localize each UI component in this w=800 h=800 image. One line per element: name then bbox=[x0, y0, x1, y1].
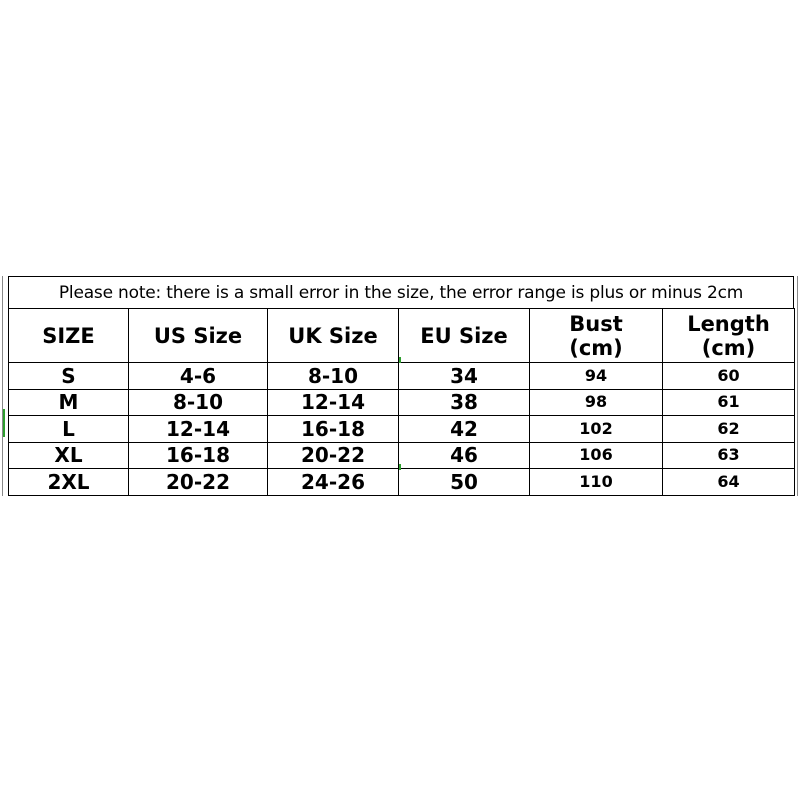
cell-us: 8-10 bbox=[129, 389, 268, 416]
cell-size: M bbox=[9, 389, 129, 416]
cell-uk: 16-18 bbox=[268, 416, 399, 443]
cell-uk: 8-10 bbox=[268, 363, 399, 390]
cell-uk: 20-22 bbox=[268, 442, 399, 469]
cell-length: 61 bbox=[663, 389, 795, 416]
cell-uk: 24-26 bbox=[268, 469, 399, 496]
cell-length: 62 bbox=[663, 416, 795, 443]
cell-selection-mark bbox=[3, 409, 5, 437]
cell-size: 2XL bbox=[9, 469, 129, 496]
header-eu-size: EU Size bbox=[399, 309, 530, 363]
cell-eu: 46 bbox=[399, 442, 530, 469]
cell-length: 64 bbox=[663, 469, 795, 496]
left-sheet-edge bbox=[2, 276, 3, 496]
cell-bust: 110 bbox=[530, 469, 663, 496]
error-note: Please note: there is a small error in the size, the error range is plus or minus 2cm bbox=[8, 276, 794, 308]
table-row bbox=[9, 469, 795, 496]
cell-length: 60 bbox=[663, 363, 795, 390]
header-length-unit: (cm) bbox=[701, 335, 756, 360]
cell-us: 4-6 bbox=[129, 363, 268, 390]
cell-bust: 102 bbox=[530, 416, 663, 443]
cell-us: 12-14 bbox=[129, 416, 268, 443]
table-row bbox=[9, 363, 795, 390]
header-bust bbox=[530, 309, 663, 363]
cell-size: L bbox=[9, 416, 129, 443]
table-row bbox=[9, 416, 795, 443]
table-row bbox=[9, 442, 795, 469]
cell-length: 63 bbox=[663, 442, 795, 469]
cell-bust: 94 bbox=[530, 363, 663, 390]
cell-bust: 98 bbox=[530, 389, 663, 416]
header-row bbox=[9, 309, 795, 363]
cell-us: 20-22 bbox=[129, 469, 268, 496]
header-bust-unit: (cm) bbox=[569, 335, 623, 360]
header-uk-size: UK Size bbox=[268, 309, 399, 363]
cell-eu: 38 bbox=[399, 389, 530, 416]
cell-selection-mark bbox=[399, 464, 401, 470]
cell-selection-mark bbox=[399, 357, 401, 363]
header-bust-label: Bust bbox=[569, 311, 623, 336]
header-size: SIZE bbox=[9, 309, 129, 363]
size-table bbox=[8, 308, 795, 496]
cell-eu: 42 bbox=[399, 416, 530, 443]
cell-uk: 12-14 bbox=[268, 389, 399, 416]
header-length-label: Length bbox=[687, 311, 770, 336]
cell-us: 16-18 bbox=[129, 442, 268, 469]
cell-size: S bbox=[9, 363, 129, 390]
header-us-size: US Size bbox=[129, 309, 268, 363]
cell-eu: 50 bbox=[399, 469, 530, 496]
cell-eu: 34 bbox=[399, 363, 530, 390]
right-sheet-edge bbox=[797, 276, 798, 496]
size-chart bbox=[0, 271, 800, 497]
table-row bbox=[9, 389, 795, 416]
cell-size: XL bbox=[9, 442, 129, 469]
header-length bbox=[663, 309, 795, 363]
cell-bust: 106 bbox=[530, 442, 663, 469]
